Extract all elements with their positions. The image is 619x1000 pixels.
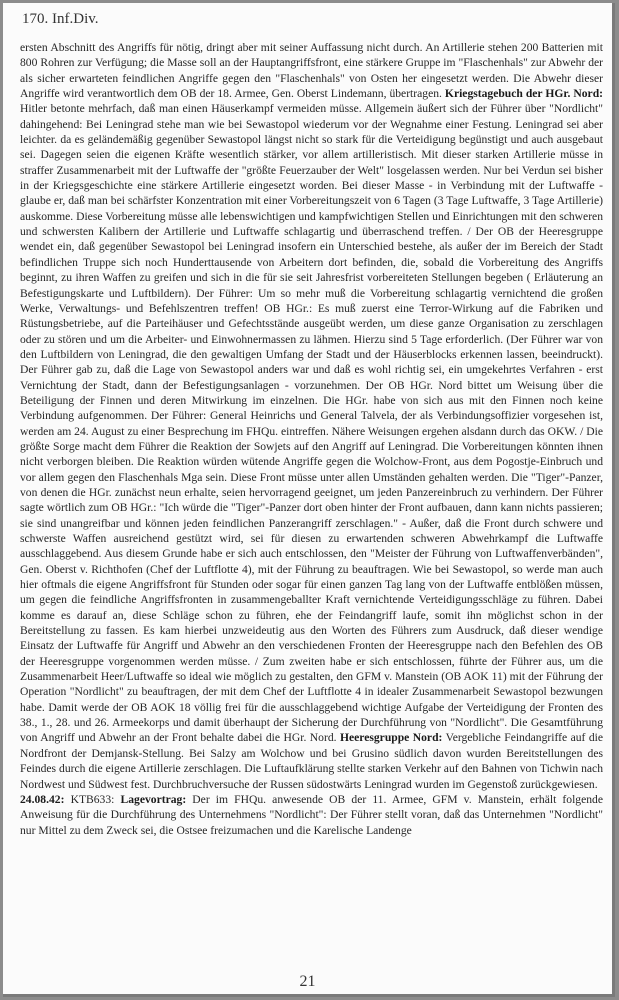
page-number: 21: [299, 973, 316, 990]
paragraph-kriegstagebuch: [20, 40, 603, 792]
text-run: ersten Abschnitt des Angriffs für nötig, dringt aber mit seiner Auffassung nicht durch. An Artillerie stehen 200 Batterien mit 800 Rohren zur Verfügung; die Masse soll an der Hauptangriffsfront, eine stärkere Gruppe im "Flaschenhals" zur Abwehr der als sicher erwarteten feindlichen Angriffe gegen den "Flaschenhals" von Osten her eingesetzt werden. Die Abwehr dieser Angriffe wird verantwortlich dem OB der 18. Armee, Gen. Oberst Lindemann, übertragen.: [20, 41, 603, 101]
body-text: [20, 40, 603, 838]
text-run: KTB633:: [64, 792, 121, 806]
running-head: 170. Inf.Div.: [22, 11, 99, 27]
paragraph-dated-entry: [20, 792, 603, 838]
entry-date: 24.08.42:: [20, 792, 65, 806]
document-page: [3, 3, 615, 997]
text-run: Vergebliche Feindangriffe auf die Nordfront der Demjansk-Stellung. Bei Salzy am Wolchow und bei Grusino südlich davon wurden Bereitstellungen des Feindes durch die eigene Artillerie zerschlagen. Die Luftaufklärung stellte starken Verkehr auf den Bahnen von Tichwin nach Nordwest und Südwest fest. Durchbruchversuche der Russen südostwärts Leningrad wurden im Gegenstoß zurückgewiesen.: [20, 731, 603, 791]
source-heading-lagevortrag: Lagevortrag:: [120, 792, 187, 806]
text-run: Hitler betonte mehrfach, daß man einen Häuserkampf vermeiden müsse. Allgemein äußert sich der Führer über "Nordlicht" dahingehend: Bei Leningrad stehe man wie bei Sewastopol wiederum vor der Wegnahme einer Festung. Leningrad sei aber leichter. da es geländemäßig gegenüber Sewastopol längst nicht so stark für die Verteidigung begünstigt und auch ausgebaut sei. Dagegen seien die eigenen Kräfte wesentlich stärker, vor allem artilleristisch. Mit dieser starken Artillerie müsse in straffer Zusammenarbeit mit der Luftwaffe der "größte Feuerzauber der Welt" losgelassen werden. Nur bei Verdun sei bisher in der Kriegsgeschichte eine stärkere Artillerie eingesetzt worden. Bei dieser Masse - in Verbindung mit der Luftwaffe - glaube er, daß man bei schärfster Konzentration mit einer Vorbereitungszeit von 6 Tagen (3 Tage Luftwaffe, 3 Tage Artillerie) auskomme. Diese Vorbereitung müsse alle lebenswichtigen und kampfwichtigen Stellen und Einrichtungen mit den schweren und schwersten Kalibern der Artillerie und Luftwaffe schlagartig und überraschend treffen. / Der OB der Heeresgruppe wendet ein, daß gegenüber Sewastopol bei Leningrad insofern ein Unterschied bestehe, als außer der im Bereich der Stadt befindlichen Truppe sich noch Hunderttausende von Arbeitern dort befinden, die, sobald die Vorbereitung des Angriffs beginnt, zu ihren Waffen zu greifen und sich in die für sie seit Jahresfrist vorbereiteten Stellungen begeben ( Erläuterung an Befestigungskarte und Luftbildern). Der Führer: Um so mehr muß die Vorbereitung schlagartig vernichtend die großen Werke, Verwaltungs- und Befehlszentren treffen! OB HGr.: Es muß zuerst eine Terror-Wirkung auf die Fabriken und Rüstungsbetriebe, auf die Parteihäuser und Gefechtsstände ausgeübt werden, um diese ganze Organisation zu zerschlagen oder zu stören und um die Arbeiter- und Einwohnermassen zu lähmen. Hierzu sind 5 Tage erforderlich. (Der Führer war von den Luftbildern von Leningrad, die den gewaltigen Umfang der Stadt und der Häuserblocks erkennen lassen, beeindruckt). Der Führer gab zu, daß die Lage von Sewastopol anders war und daß es wohl richtig sei, ein umgekehrtes Verfahren - erst Vernichtung der Stadt, dann der Befestigungsanlagen - vorzunehmen. Der OB HGr. Nord bittet um Weisung über die Beteiligung der Finnen und deren Mitwirkung im einzelnen. Die HGr. habe von sich aus mit den Finnen noch keine Verbindung aufgenommen. Der Führer: General Heinrichs und General Talvela, der als Verbindungsoffizier vorgesehen ist, werden am 24. August zu einer Besprechung im FHQu. eintreffen. Nähere Weisungen ergehen alsdann durch das OKW. / Die größte Sorge macht dem Führer die Reaktion der Sowjets auf den Angriff auf Leningrad. Die Vorbereitungen könnten ihnen nicht verborgen bleiben. Die Reaktion würden wütende Angriffe gegen die Wolchow-Front, aus dem Pogostje-Einbruch und vor allem gegen den Flaschenhals Mga sein. Diese Front müsse unter allen Umständen gehalten werden. Die "Tiger"-Panzer, von denen die HGr. zunächst neun erhalte, seien hervorragend geeignet, um jeden Panzereinbruch zu verhindern. Der Führer sagte wörtlich zum OB HGr.: "Ich würde die "Tiger"-Panzer dort oben hinter der Front aufbauen, dann kann nichts passieren; sie sind unangreifbar und können jeden feindlichen Panzerangriff zerschlagen." - Außer, daß die Front durch schwere und schwerste Waffen ausreichend gestützt wird, sei für diesen zu erwartenden schweren Abwehrkampf die Luftwaffe ausschlaggebend. Aus diesem Grunde habe er sich auch entschlossen, den "Meister der Führung von Luftwaffenverbänden", Gen. Oberst v. Richthofen (Chef der Luftflotte 4), mit der Führung zu beauftragen. Wie bei Sewastopol, so werde man auch hier oftmals die eigene Angriffsfront für Stunden oder sogar für einen ganzen Tag lang von der Luftwaffe entblößen müssen, um gegen die feindliche Angriffsfronten in zusammengeballter Kraft vernichtende Verteidigungsschläge zu führen. Dabei komme es darauf an, diese Schläge schon zu führen, ehe der Feindangriff laufe, somit ihn möglichst schon in der Bereitstellung zu fassen. Es kam hierbei unzweideutig aus den Worten des Führers zum Ausdruck, daß dieser wendige Einsatz der Luftwaffe für Angriff und Abwehr an den verschiedenen Fronten der Heeresgruppe nach den Befehlen des OB der Heeresgruppe vorgenommen werden müsse. / Zum zweiten habe er sich entschlossen, führte der Führer aus, um die Zusammenarbeit Heer/Luftwaffe so ideal wie möglich zu gestalten, den GFM v. Manstein (OB AOK 11) mit der Führung der Operation "Nordlicht" zu beauftragen, der mit dem Chef der Luftflotte 4 in idealer Zusammenarbeit Sewastopol bezwungen habe. Damit werde der OB AOK 18 völlig frei für die ausschlaggebend wichtige Aufgabe der Verteidigung der Fronten des 38., 1., 28. und 26. Armeekorps und damit überhaupt der Sicherung der Durchführung von "Nordlicht". Die Gesamtführung von Angriff und Abwehr an der Front behalte dabei die HGr. Nord.: [20, 102, 603, 745]
source-heading-hgr-nord-ktb: Kriegstagebuch der HGr. Nord:: [444, 87, 603, 101]
text-run: Der im FHQu. anwesende OB der 11. Armee, GFM v. Manstein, erhält folgende Anweisung für die Durchführung des Unternehmens "Nordlicht": Der Führer stellt voran, daß das Unternehmen "Nordlicht" nur Mittel zu dem Zweck sei, die Ostsee freizumachen und die Karelische Landenge: [20, 792, 603, 837]
source-heading-heeresgruppe-nord: Heeresgruppe Nord:: [339, 731, 443, 745]
